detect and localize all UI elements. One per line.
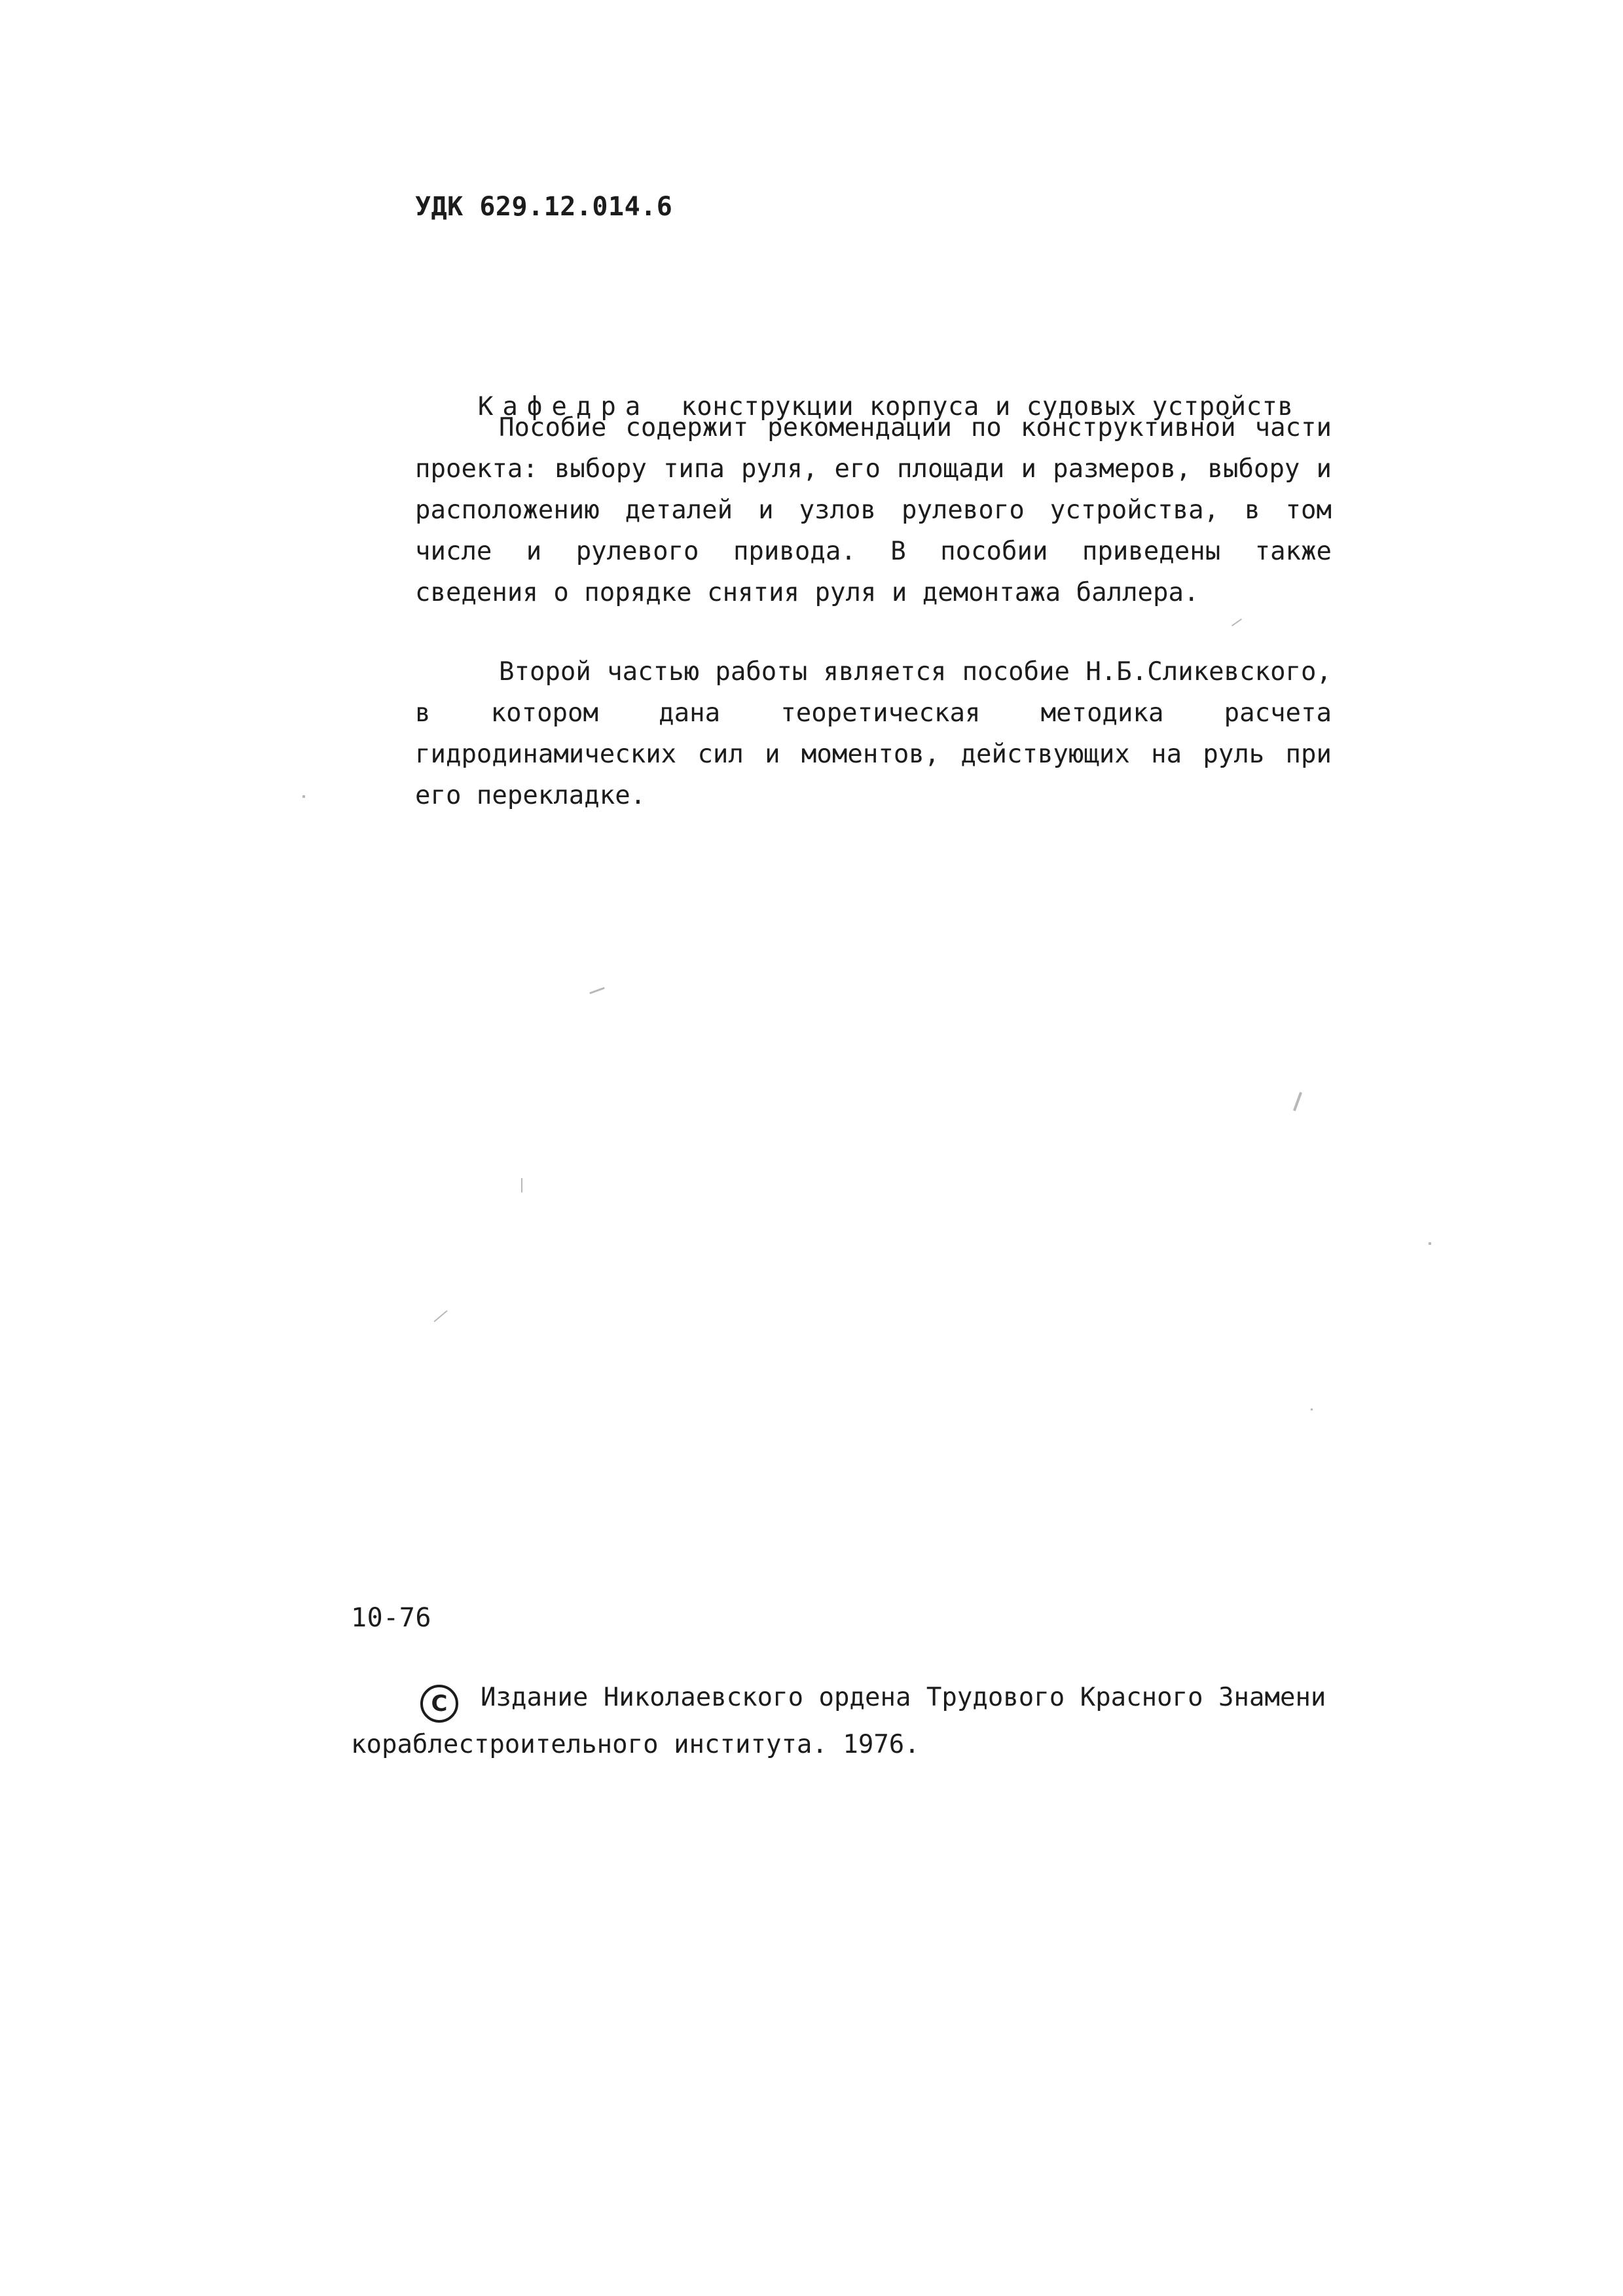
department-name: конструкции корпуса и судовых устройств — [681, 392, 1294, 422]
scan-speck — [302, 795, 305, 798]
publisher-text: Издание Николаевского ордена Трудового Красного Знамени кораблестроительного института. 1976. — [351, 1683, 1326, 1759]
scan-speck — [1231, 619, 1242, 626]
scan-speck — [1429, 1242, 1431, 1245]
udk-index: УДК 629.12.014.6 — [415, 192, 673, 222]
department-label: Кафедра — [477, 392, 650, 422]
abstract-paragraph-2: Второй частью работы является пособие Н.Б.Сликевского, в котором дана теоретическая методика расчета гидродинамических сил и моментов, действующих на руль при его перекладке. — [415, 657, 1332, 810]
print-code: 10-76 — [351, 1603, 431, 1633]
scan-speck — [1293, 1092, 1302, 1111]
abstract-paragraph-1: Пособие содержит рекомендации по конструктивной части проекта: выбору типа руля, его площади и размеров, выбору и расположению деталей и узлов рулевого устройства, в том числе и рулевого привода. В пособии приведены также сведения о порядке снятия руля и демонтажа баллера. — [415, 413, 1332, 607]
scan-speck — [433, 1310, 447, 1322]
scan-speck — [589, 987, 605, 994]
scan-speck — [521, 1178, 522, 1193]
scan-speck — [1311, 1408, 1313, 1410]
copyright-icon: C — [420, 1685, 458, 1723]
publisher-imprint — [351, 1676, 1412, 1767]
